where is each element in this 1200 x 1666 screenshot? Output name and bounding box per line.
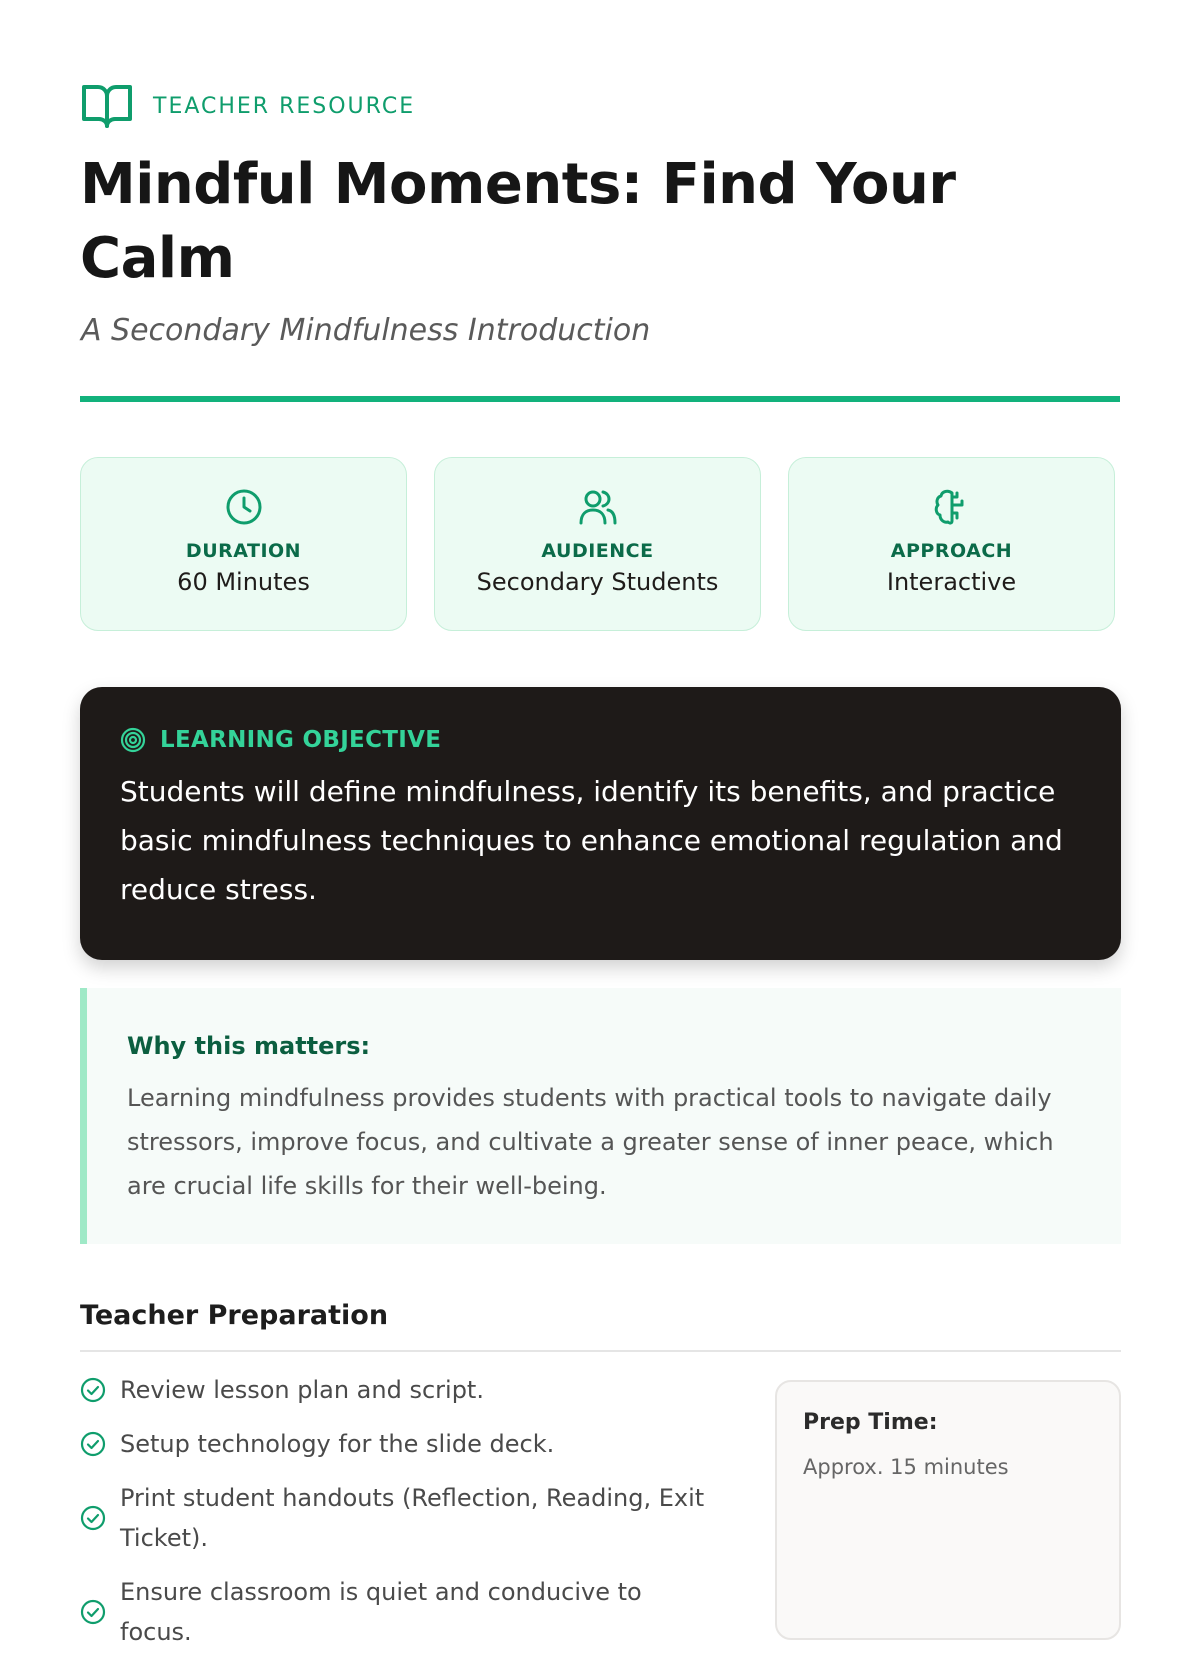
stat-label: DURATION	[185, 540, 302, 562]
section-divider	[80, 1350, 1121, 1352]
check-circle-icon	[80, 1377, 106, 1403]
checklist-item-text: Ensure classroom is quiet and conducive to focus.	[120, 1578, 642, 1646]
resource-eyebrow	[81, 83, 415, 129]
checklist-item-text: Print student handouts (Reflection, Reading, Exit Ticket).	[120, 1484, 705, 1552]
clock-icon	[224, 487, 264, 527]
page-title: Mindful Moments: Find Your Calm	[80, 152, 956, 291]
brain-icon	[932, 487, 972, 527]
stat-label: APPROACH	[890, 540, 1013, 562]
stat-card-duration	[80, 457, 407, 631]
stat-card-audience	[434, 457, 761, 631]
prep-time-label: Prep Time:	[803, 1410, 938, 1435]
why-this-matters-callout	[80, 988, 1121, 1244]
preparation-checklist	[80, 1370, 720, 1666]
why-text: Learning mindfulness provides students with practical tools to navigate daily stressors, improve focus, and cultivate a greater sense of inner peace, which are crucial life skills for their well-being.	[127, 1084, 1054, 1200]
objective-label: LEARNING OBJECTIVE	[160, 727, 442, 753]
checklist-item	[80, 1572, 720, 1652]
check-circle-icon	[80, 1505, 106, 1531]
learning-objective-card	[80, 687, 1121, 960]
why-heading: Why this matters:	[127, 1032, 371, 1060]
target-icon	[120, 727, 146, 753]
book-open-icon	[81, 83, 133, 129]
check-circle-icon	[80, 1599, 106, 1625]
checklist-item-text: Setup technology for the slide deck.	[120, 1430, 555, 1458]
page-subtitle: A Secondary Mindfulness Introduction	[81, 313, 651, 348]
checklist-item	[80, 1478, 720, 1558]
stat-label: AUDIENCE	[541, 540, 654, 562]
prep-time-value: Approx. 15 minutes	[803, 1455, 1009, 1479]
checklist-item-text: Review lesson plan and script.	[120, 1376, 484, 1404]
stat-card-approach	[788, 457, 1115, 631]
stat-value: Secondary Students	[476, 568, 719, 596]
stat-value: Interactive	[886, 568, 1017, 596]
stat-value: 60 Minutes	[177, 568, 310, 596]
objective-text: Students will define mindfulness, identify its benefits, and practice basic mindfulness techniques to enhance emotional regulation and reduce stress.	[120, 775, 1063, 906]
checklist-item	[80, 1424, 720, 1464]
check-circle-icon	[80, 1431, 106, 1457]
prep-time-card	[775, 1380, 1121, 1640]
checklist-item	[80, 1370, 720, 1410]
users-icon	[578, 487, 618, 527]
objective-header	[120, 727, 1081, 753]
eyebrow-label: TEACHER RESOURCE	[153, 93, 416, 119]
lesson-stats	[80, 457, 1121, 631]
title-divider	[80, 396, 1120, 402]
section-title-teacher-preparation: Teacher Preparation	[80, 1300, 389, 1331]
